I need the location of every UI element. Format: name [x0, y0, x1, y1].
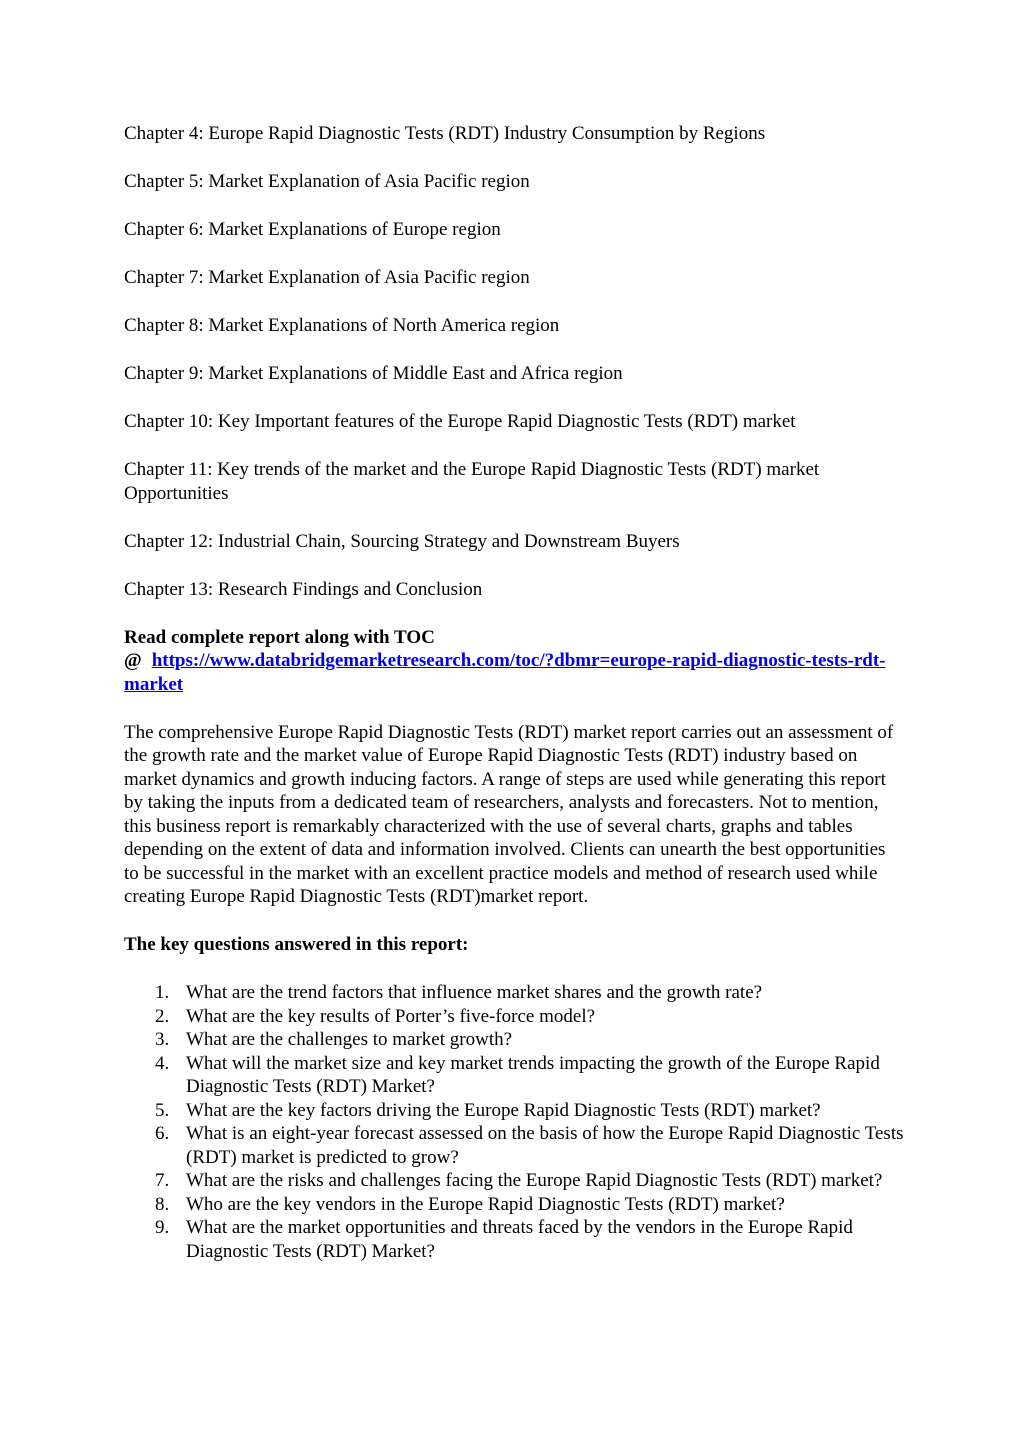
list-item-number: 7. [155, 1170, 170, 1191]
toc-link-line [124, 649, 904, 696]
list-item-text: What is an eight-year forecast assessed on the basis of how the Europe Rapid Diagnostic Tests (RDT) market is predicted to grow? [186, 1123, 904, 1168]
list-item-number: 9. [155, 1217, 170, 1238]
list-item-text: What are the key results of Porter’s five-force model? [186, 1005, 596, 1027]
list-item-number: 5. [155, 1099, 170, 1121]
list-item-text: What are the trend factors that influence market shares and the growth rate? [186, 982, 763, 1003]
chapter-12: Chapter 12: Industrial Chain, Sourcing Strategy and Downstream Buyers [124, 530, 680, 552]
document-page [124, 122, 904, 1263]
list-item-text: Who are the key vendors in the Europe Rapid Diagnostic Tests (RDT) market? [186, 1193, 785, 1215]
chapter-10: Chapter 10: Key Important features of the Europe Rapid Diagnostic Tests (RDT) market [124, 411, 796, 432]
toc-link[interactable]: https://www.databridgemarketresearch.com/toc/?dbmr=europe-rapid-diagnostic-tests-rdt-market [124, 650, 886, 695]
chapter-9: Chapter 9: Market Explanations of Middle East and Africa region [124, 363, 623, 384]
list-item [124, 1052, 904, 1099]
questions-list [124, 981, 904, 1263]
list-item-text: What will the market size and key market trends impacting the growth of the Europe Rapid Diagnostic Tests (RDT) Market? [186, 1052, 880, 1097]
list-item [124, 1216, 904, 1263]
list-item-number: 1. [155, 982, 170, 1003]
list-item-number: 8. [155, 1193, 170, 1215]
list-item-number: 3. [155, 1029, 170, 1050]
list-item-text: What are the key factors driving the Europe Rapid Diagnostic Tests (RDT) market? [186, 1099, 821, 1121]
questions-heading: The key questions answered in this report: [124, 934, 469, 955]
list-item [124, 1193, 904, 1217]
toc-heading: Read complete report along with TOC [124, 626, 435, 648]
chapter-7: Chapter 7: Market Explanation of Asia Pacific region [124, 267, 530, 288]
chapter-13: Chapter 13: Research Findings and Conclusion [124, 578, 483, 600]
list-item-text: What are the market opportunities and threats faced by the vendors in the Europe Rapid Diagnostic Tests (RDT) Market? [186, 1217, 853, 1262]
list-item [124, 1005, 904, 1029]
chapter-11: Chapter 11: Key trends of the market and the Europe Rapid Diagnostic Tests (RDT) market Opportunities [124, 459, 820, 504]
list-item-number: 2. [155, 1005, 170, 1027]
at-symbol: @ [124, 650, 142, 671]
list-item-number: 6. [155, 1123, 170, 1144]
list-item-text: What are the challenges to market growth? [186, 1029, 513, 1050]
list-item [124, 1122, 904, 1169]
list-item-number: 4. [155, 1052, 170, 1074]
chapter-8: Chapter 8: Market Explanations of North America region [124, 315, 560, 336]
chapter-5: Chapter 5: Market Explanation of Asia Pacific region [124, 171, 530, 192]
list-item [124, 1169, 904, 1193]
chapter-6: Chapter 6: Market Explanations of Europe region [124, 219, 501, 240]
list-item-text: What are the risks and challenges facing the Europe Rapid Diagnostic Tests (RDT) market? [186, 1170, 883, 1191]
chapter-4: Chapter 4: Europe Rapid Diagnostic Tests (RDT) Industry Consumption by Regions [124, 123, 766, 144]
list-item [124, 981, 904, 1005]
list-item [124, 1028, 904, 1052]
report-description: The comprehensive Europe Rapid Diagnostic Tests (RDT) market report carries out an assessment of the growth rate and the market value of Europe Rapid Diagnostic Tests (RDT) industry based on market dynamics and growth inducing factors. A range of steps are used while generating this report by taking the inputs from a dedicated team of researchers, analysts and forecasters. Not to mention, this business report is remarkably characterized with the use of several charts, graphs and tables depending on the extent of data and information involved. Clients can unearth the best opportunities to be successful in the market with an excellent practice models and method of research used while creating Europe Rapid Diagnostic Tests (RDT)market report. [124, 721, 894, 907]
list-item [124, 1099, 904, 1123]
